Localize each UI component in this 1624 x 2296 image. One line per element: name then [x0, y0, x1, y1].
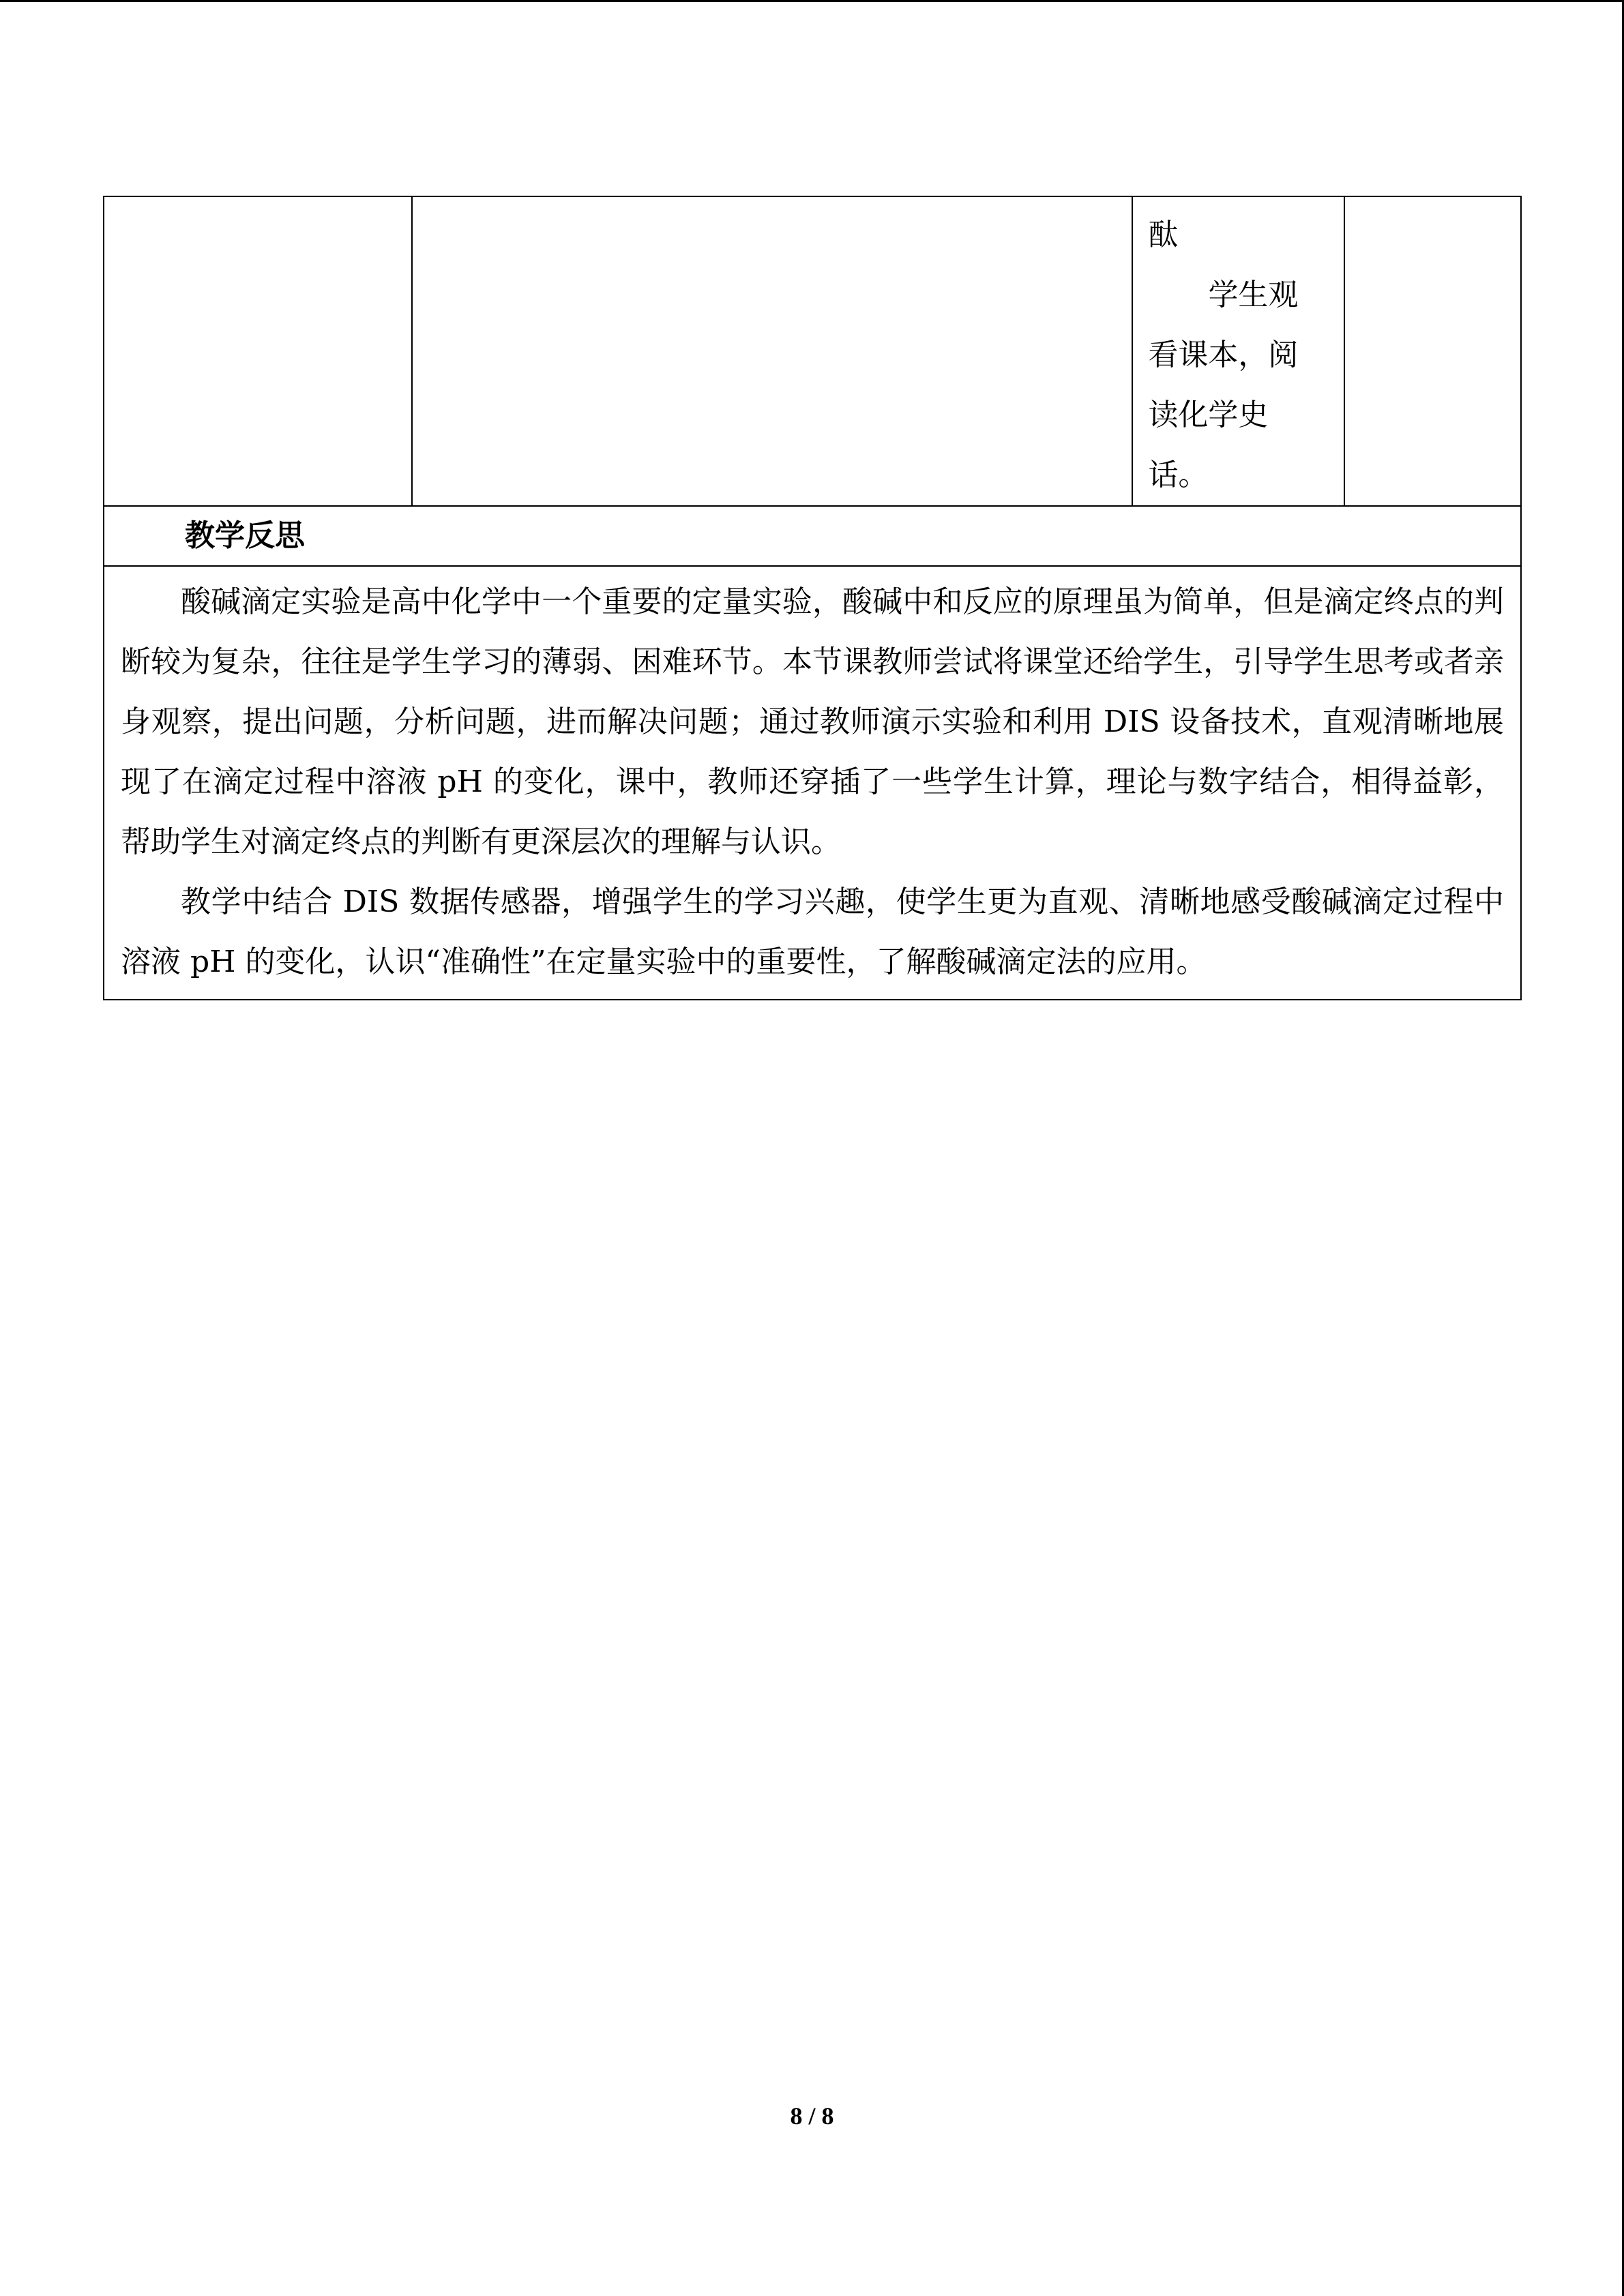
- activity-line: 学生观: [1208, 278, 1299, 312]
- table-cell-empty: [412, 196, 1132, 506]
- table-row: [104, 506, 1521, 566]
- activity-line: 酞: [1148, 218, 1179, 252]
- page-number: 8 / 8: [790, 2102, 834, 2130]
- page-top-border: [0, 0, 1624, 2]
- activity-line: 看课本，阅: [1148, 338, 1299, 372]
- reflection-paragraph: 酸碱滴定实验是高中化学中一个重要的定量实验，酸碱中和反应的原理虽为简单，但是滴定终点的判断较为复杂，往往是学生学习的薄弱、困难环节。本节课教师尝试将课堂还给学生，引导学生思考或者亲身观察，提出问题，分析问题，进而解决问题；通过教师演示实验和利用 DIS 设备技术，直观清晰地展现了在滴定过程中溶液 pH 的变化，课中，教师还穿插了一些学生计算，理论与数字结合，相得益彰，帮助学生对滴定终点的判断有更深层次的理解与认识。: [121, 584, 1504, 859]
- table-row: [104, 566, 1521, 1000]
- reflection-body: [104, 566, 1521, 1000]
- reflection-paragraph: 教学中结合 DIS 数据传感器，增强学生的学习兴趣，使学生更为直观、清晰地感受酸碱滴定过程中溶液 pH 的变化，认识“准确性”在定量实验中的重要性，了解酸碱滴定法的应用。: [121, 884, 1504, 979]
- table-cell-empty: [104, 196, 412, 506]
- table-row: [104, 196, 1521, 506]
- activity-line: 话。: [1148, 458, 1209, 492]
- reflection-heading: 教学反思: [104, 506, 1521, 566]
- lesson-table: [103, 196, 1522, 1000]
- student-activity-cell: [1132, 196, 1344, 506]
- table-cell-empty: [1344, 196, 1521, 506]
- activity-line: 读化学史: [1148, 398, 1269, 432]
